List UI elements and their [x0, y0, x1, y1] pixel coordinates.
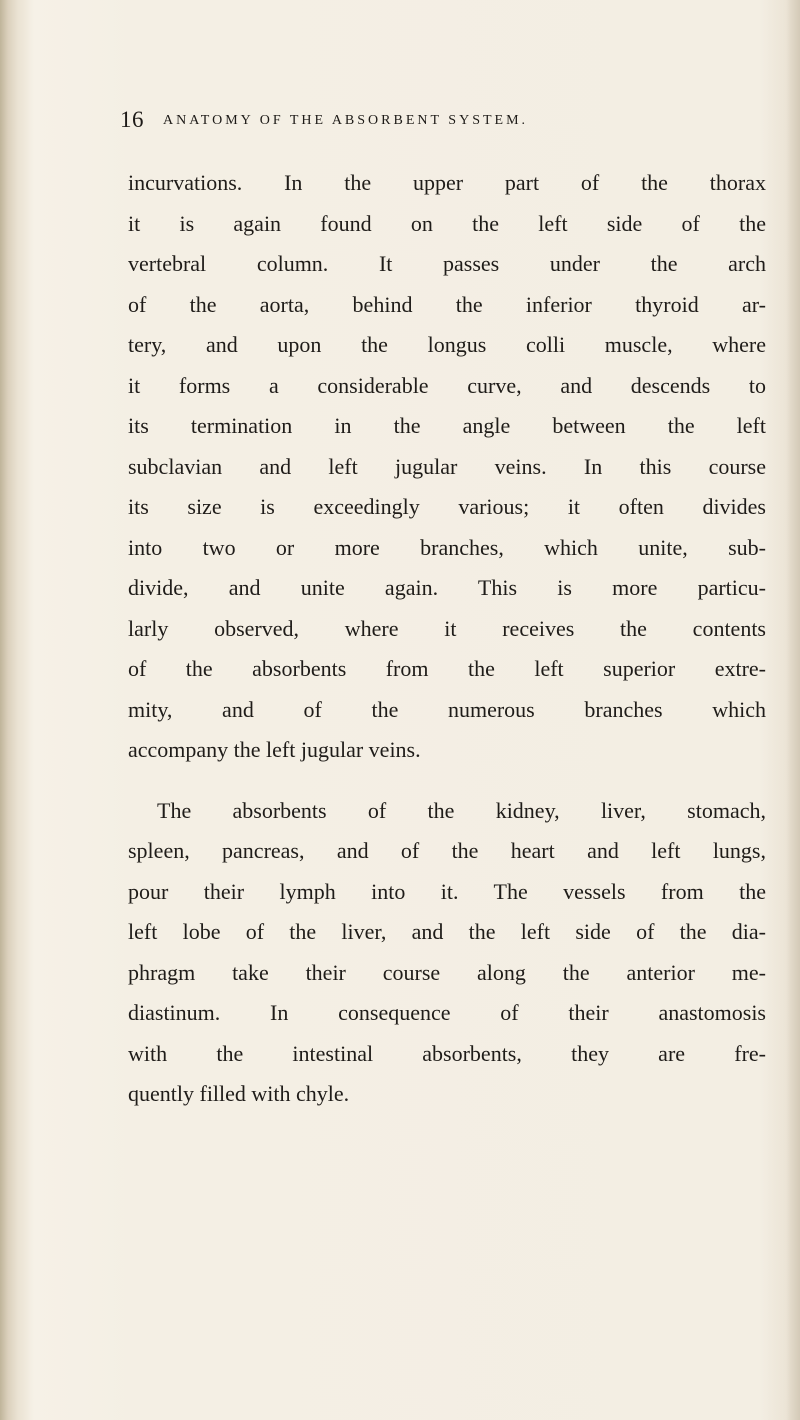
text-line: vertebral column. It passes under the arch [128, 251, 766, 276]
text-line: its size is exceedingly various; it often divides [128, 494, 766, 519]
text-line: it is again found on the left side of the [128, 210, 766, 236]
paragraph-1 [128, 163, 766, 771]
running-title: ANATOMY OF THE ABSORBENT SYSTEM. [163, 113, 529, 128]
page-edge [786, 0, 800, 1420]
text-line: its termination in the angle between the left [128, 413, 766, 438]
binding-shadow [0, 0, 34, 1420]
page-number: 16 [120, 107, 144, 132]
text-line: accompany the left jugular veins. [128, 737, 421, 762]
text-line: spleen, pancreas, and of the heart and left lungs, [128, 838, 766, 863]
text-line: pour their lymph into it. The vessels from the [128, 878, 766, 904]
text-line: phragm take their course along the anterior me- [128, 959, 766, 985]
paragraph-2 [128, 791, 766, 1115]
text-line: mity, and of the numerous branches which [128, 696, 766, 722]
text-line: left lobe of the liver, and the left side of the dia- [128, 919, 766, 944]
text-line: of the absorbents from the left superior extre- [128, 656, 766, 681]
text-line: larly observed, where it receives the contents [128, 615, 766, 641]
text-line: it forms a considerable curve, and descends to [128, 372, 766, 398]
text-line: with the intestinal absorbents, they are fre- [128, 1040, 766, 1066]
text-line: diastinum. In consequence of their anastomosis [128, 1000, 766, 1025]
text-line: subclavian and left jugular veins. In this course [128, 453, 766, 479]
text-line: of the aorta, behind the inferior thyroid ar- [128, 291, 766, 317]
text-line: incurvations. In the upper part of the thorax [128, 170, 766, 195]
body-text [128, 163, 766, 1115]
text-line: divide, and unite again. This is more particu- [128, 575, 766, 600]
text-line: quently filled with chyle. [128, 1081, 350, 1106]
page-header [120, 101, 740, 141]
text-line: into two or more branches, which unite, sub- [128, 534, 766, 560]
text-line: The absorbents of the kidney, liver, stomach, [157, 797, 766, 823]
text-line: tery, and upon the longus colli muscle, where [128, 332, 766, 357]
